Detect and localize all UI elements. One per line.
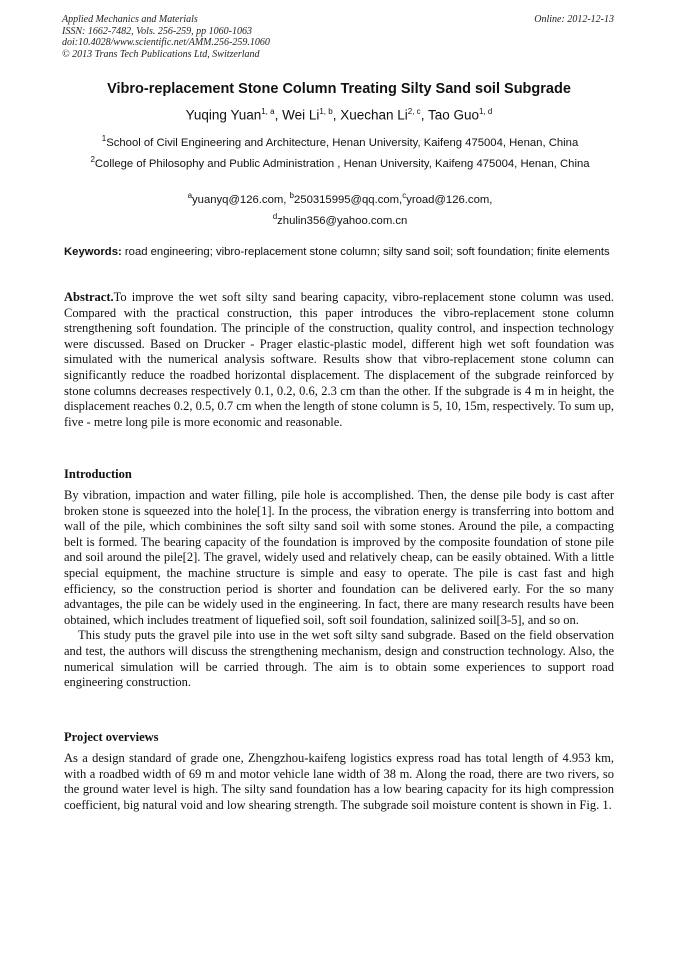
abstract xyxy=(64,290,614,430)
email-sup: d xyxy=(272,212,278,221)
abstract-label: Abstract. xyxy=(64,290,114,304)
copyright-line: © 2013 Trans Tech Publications Ltd, Switzerland xyxy=(62,48,260,60)
affiliation-text: School of Civil Engineering and Architecture, Henan University, Kaifeng 475004, Henan, China xyxy=(106,136,579,149)
email-line-1 xyxy=(60,188,620,208)
email-line-2 xyxy=(60,209,620,229)
keywords-label: Keywords: xyxy=(64,246,122,258)
journal-header xyxy=(62,14,618,60)
online-date: Online: 2012-12-13 xyxy=(534,14,614,25)
affiliation-2 xyxy=(72,152,608,172)
paragraph: This study puts the gravel pile into use in the wet soft silty sand subgrade. Based on the field observation and test, the authors will discuss the strengthening mechanism, design and construction technology. Also, the numerical simulation will be carried through. The aim is to obtain some experiences to support road engineering construction. xyxy=(64,628,614,690)
author-sup: 2, c xyxy=(407,107,421,116)
author-list: Yuqing Yuan$^{1, a}$, Wei Li$^{1, b}$, Xuechan Li$^{2, c}$, Tao Guo$^{1, d}$ xyxy=(185,107,493,123)
email-address[interactable]: zhulin356@yahoo.com.cn xyxy=(277,214,408,227)
doi-line: doi:10.4028/www.scientific.net/AMM.256-259.1060 xyxy=(62,37,270,48)
affiliation-sup: 2 xyxy=(90,155,95,164)
email-address[interactable]: yroad@126.com, xyxy=(406,193,493,206)
author-name: Yuqing Yuan xyxy=(185,107,262,123)
journal-name: Applied Mechanics and Materials xyxy=(62,14,198,25)
section-heading-introduction: Introduction xyxy=(64,467,132,481)
affiliation-text: College of Philosophy and Public Administration , Henan University, Kaifeng 475004, Henan, China xyxy=(94,157,590,170)
author-sup: 1, a xyxy=(261,107,275,116)
email-sup: a xyxy=(187,191,193,200)
author-name: Tao Guo xyxy=(427,107,479,123)
email-sup: c xyxy=(402,191,407,200)
paragraph: As a design standard of grade one, Zhengzhou-kaifeng logistics express road has total length of 4.953 km, with a roadbed width of 69 m and motor vehicle lane width of 38 m. Along the road, there are two rivers, so the ground water level is high. The silty sand foundation has a low bearing capacity for its high compression coefficient, big natural void and low shearing strength. The subgrade soil moisture content is shown in Fig. 1. xyxy=(64,751,614,812)
email-sup: b xyxy=(289,191,294,200)
paper-title: Vibro-replacement Stone Column Treating Silty Sand soil Subgrade xyxy=(107,81,571,97)
author-sup: 1, b xyxy=(319,107,333,116)
keywords-text: road engineering; vibro-replacement stone column; silty sand soil; soft foundation; finite elements xyxy=(121,246,610,258)
abstract-text: To improve the wet soft silty sand bearing capacity, vibro-replacement stone column was used. Compared with the practical construction, this paper introduces the vibro-replacement stone column strengthening soft foundation. The principle of the construction, quality control, and inspection technology were discussed. Based on Drucker - Prager elastic-plastic model, different high wet soft foundation was simulated with the numerical analysis software. Results show that vibro-replacement stone column can significantly reduce the roadbed horizontal displacement. The displacement of the subgrade reinforced by stone columns decreases respectively 0.1, 0.2, 0.6, 2.3 cm than the other. If the subgrade is 4 m in height, the displacement reaches 0.2, 0.5, 0.7 cm when the length of stone column is 5, 10, 15m, respectively. To sum up, five - metre long pile is more economic and reasonable. xyxy=(64,290,614,429)
keywords xyxy=(64,245,616,260)
section-heading-project-overviews: Project overviews xyxy=(64,730,159,744)
affiliation-1 xyxy=(60,131,620,151)
issn-line: ISSN: 1662-7482, Vols. 256-259, pp 1060-1063 xyxy=(62,25,252,37)
introduction-body xyxy=(64,488,614,691)
author-sup: 1, d xyxy=(479,107,493,116)
paragraph: By vibration, impaction and water filling, pile hole is accomplished. Then, the dense pile body is cast after broken stone is squeezed into the hole[1]. In the process, the vibration energy is transferring into bottom and wall of the pile, which combinines the soft silty sand soil with some stones. Around the pile, a compacting belt is formed. The bearing capacity of the foundation is improved by the composite foundation of stone pile and soil around the pile[2]. The gravel, widely used and relatively cheap, can be easily obtained. With a little special equipment, the machine structure is simple and easy to operate. The pile is cast fast and high efficiency, so the construction period is shorter and foundation can be delivered early. For the so many advantages, the pile can be widely used in the engineering. In fact, there are many research results have been obtained, which includes treatment of liquefied soil, soft soil foundation, salinized soil[3-5], and so on. xyxy=(64,488,614,627)
author-name: Wei Li xyxy=(282,107,320,123)
affiliation-sup: 1 xyxy=(101,134,107,143)
author-name: Xuechan Li xyxy=(340,107,408,123)
email-address[interactable]: 250315995@qq.com, xyxy=(294,193,403,206)
email-address[interactable]: yuanyq@126.com, xyxy=(192,193,290,206)
project-overviews-body xyxy=(64,751,614,813)
